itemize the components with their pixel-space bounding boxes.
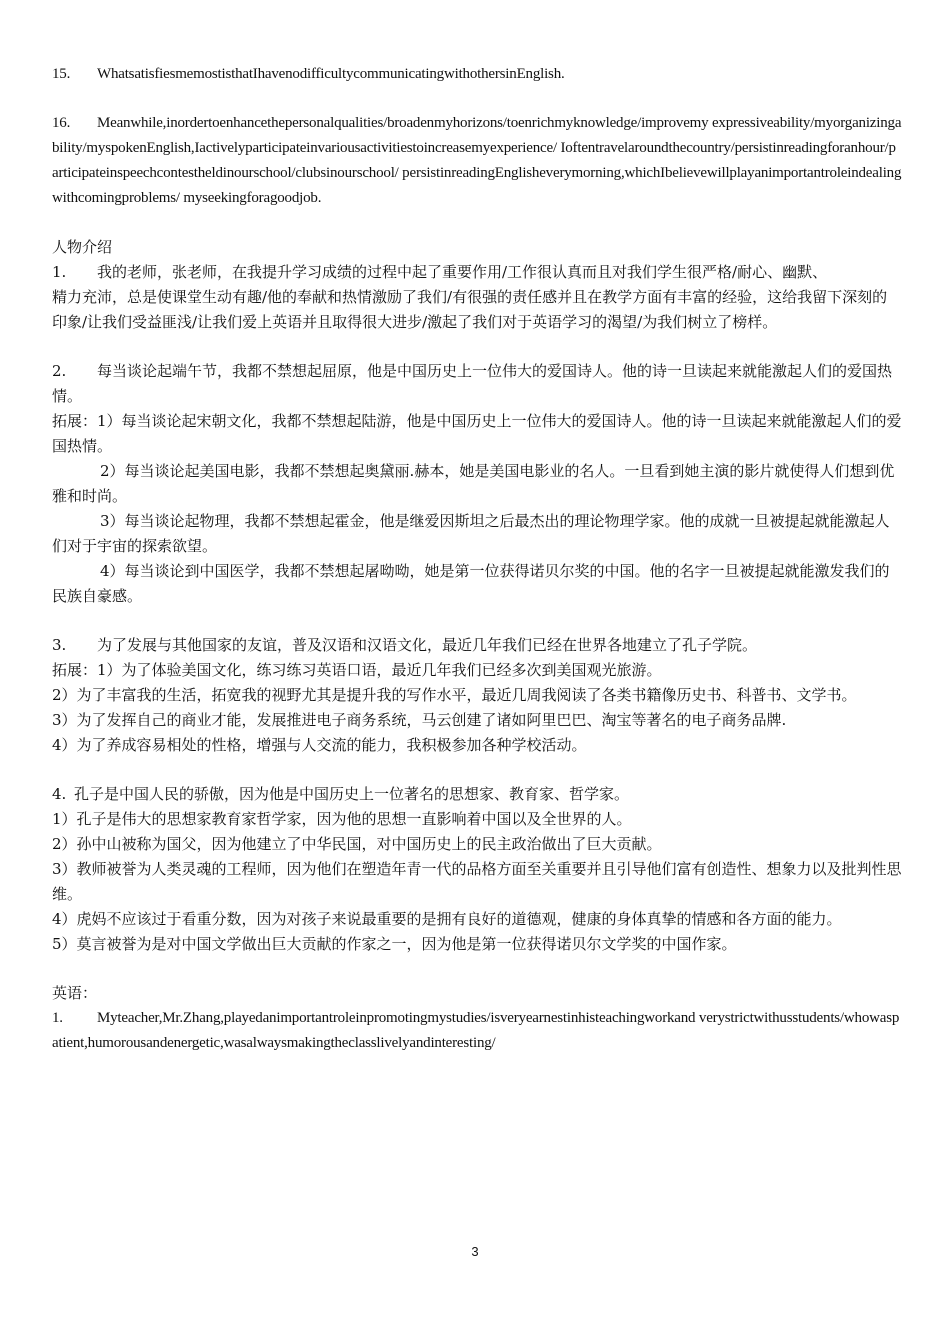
paragraph-text: 孔子是中国人民的骄傲，因为他是中国历史上一位著名的思想家、教育家、哲学家。: [74, 785, 630, 803]
extension-2: 2）孙中山被称为国父，因为他建立了中华民国，对中国历史上的民主政治做出了巨大贡献。: [52, 835, 662, 853]
item-number: 1.: [52, 263, 67, 281]
section-heading-english: 英语：: [52, 984, 98, 1002]
paragraph-text: WhatsatisfiesmemostisthatIhavenodifficultycommunicatingwithothersinEnglish.: [97, 66, 565, 82]
people-paragraph-1: [52, 260, 902, 285]
extension-3: [52, 509, 902, 559]
page-number: 3: [471, 1244, 479, 1259]
extension-1: 1）孔子是伟大的思想家教育家哲学家，因为他的思想一直影响着中国以及全世界的人。: [52, 810, 632, 828]
people-paragraph-3: [52, 633, 902, 658]
paragraph-text: 我的老师，张老师，在我提升学习成绩的过程中起了重要作用/工作很认真而且对我们学生很严格/耐心、幽默、: [97, 263, 828, 281]
extension-text: 4）每当谈论到中国医学，我都不禁想起屠呦呦，她是第一位获得诺贝尔奖的中国。他的名字一旦被提起就能激发我们的民族自豪感。: [52, 562, 890, 605]
item-number: 15.: [52, 66, 71, 82]
item-number: 2.: [52, 362, 67, 380]
extension-5: 5）莫言被誉为是对中国文学做出巨大贡献的作家之一，因为他是第一位获得诺贝尔文学奖的中国作家。: [52, 935, 737, 953]
item-number: 4.: [52, 785, 67, 803]
item-number: 16.: [52, 115, 71, 131]
extension-1: 拓展：1）为了体验美国文化，练习练习英语口语，最近几年我们已经多次到美国观光旅游。: [52, 661, 662, 679]
people-paragraph-2: [52, 359, 902, 409]
extension-4: 4）为了养成容易相处的性格，增强与人交流的能力，我积极参加各种学校活动。: [52, 736, 587, 754]
extension-text: 3）每当谈论起物理，我都不禁想起霍金，他是继爱因斯坦之后最杰出的理论物理学家。他的成就一旦被提起就能激起人们对于宇宙的探索欲望。: [52, 512, 890, 555]
item-number: 3.: [52, 636, 67, 654]
english-paragraph-1: [52, 1006, 902, 1056]
extension-4: 4）虎妈不应该过于看重分数，因为对孩子来说最重要的是拥有良好的道德观，健康的身体真挚的情感和各方面的能力。: [52, 910, 842, 928]
extension-2: [52, 459, 902, 509]
people-paragraph-4: [52, 782, 902, 807]
paragraph-text: Myteacher,Mr.Zhang,playedanimportantroleinpromotingmystudies/isveryearnestinhisteachingworkand verystrictwithusstudents/whowaspatient,humorousandenergetic,wasalwaysmakingtheclasslivelyandinteresting/: [52, 1010, 900, 1051]
section-heading-people: 人物介绍: [52, 238, 113, 256]
paragraph-16: [52, 111, 902, 211]
paragraph-15: [52, 62, 902, 87]
extension-text: 2）每当谈论起美国电影，我都不禁想起奥黛丽.赫本，她是美国电影业的名人。一旦看到她主演的影片就使得人们想到优雅和时尚。: [52, 462, 895, 505]
paragraph-text: 每当谈论起端午节，我都不禁想起屈原，他是中国历史上一位伟大的爱国诗人。他的诗一旦读起来就能激起人们的爱国热情。: [52, 362, 893, 405]
extension-4: [52, 559, 902, 609]
extension-3: 3）教师被誉为人类灵魂的工程师，因为他们在塑造年青一代的品格方面至关重要并且引导他们富有创造性、想象力以及批判性思维。: [52, 860, 902, 903]
paragraph-text: Meanwhile,inordertoenhancethepersonalqualities/broadenmyhorizons/toenrichmyknowledge/improvemy expressiveability/myorganizingability/myspokenEnglish,Iactivelyparticipateinvariousactivitiestoincreasemyexperience/ Ioftentravelaroundthecountry/persistinreadingforanhour/participateinspeechcontestheldinourschool/clubsinourschool/ persistinreadingEnglisheverymorning,whichIbelievewillplayanimportantroleindealingwithcomingproblems/ myseekingforagoodjob.: [52, 115, 902, 206]
paragraph-text: 为了发展与其他国家的友谊，普及汉语和汉语文化，最近几年我们已经在世界各地建立了孔子学院。: [97, 636, 758, 654]
extension-3: 3）为了发挥自己的商业才能，发展推进电子商务系统，马云创建了诸如阿里巴巴、淘宝等著名的电子商务品牌.: [52, 711, 787, 729]
extension-1: 拓展：1）每当谈论起宋朝文化，我都不禁想起陆游，他是中国历史上一位伟大的爱国诗人。他的诗一旦读起来就能激起人们的爱国热情。: [52, 412, 902, 455]
item-number: 1.: [52, 1010, 63, 1026]
extension-2: 2）为了丰富我的生活，拓宽我的视野尤其是提升我的写作水平，最近几周我阅读了各类书籍像历史书、科普书、文学书。: [52, 686, 857, 704]
people-paragraph-1-continued: 精力充沛，总是使课堂生动有趣/他的奉献和热情激励了我们/有很强的责任感并且在教学方面有丰富的经验，这给我留下深刻的印象/让我们受益匪浅/让我们爱上英语并且取得很大进步/激起了我们对于英语学习的渴望/为我们树立了榜样。: [52, 288, 888, 331]
document-page: [52, 62, 902, 1056]
